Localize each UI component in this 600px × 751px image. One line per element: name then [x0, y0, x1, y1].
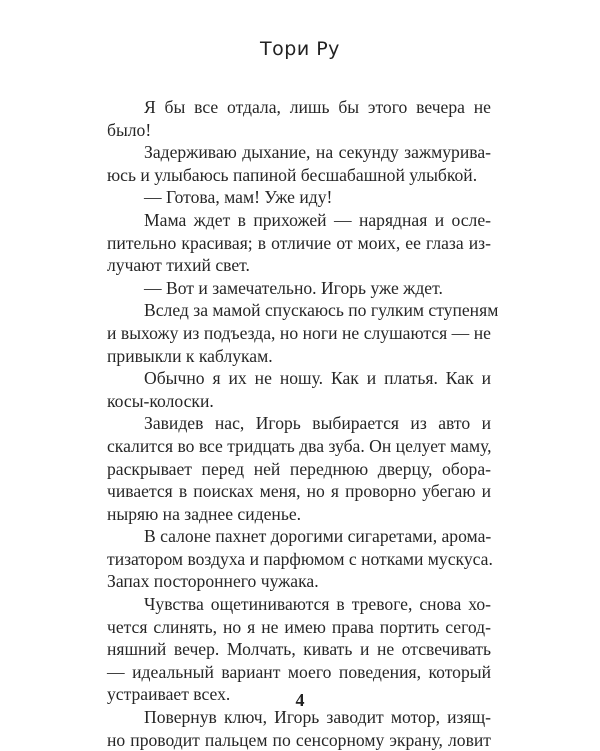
text-line: Вслед за мамой спускаюсь по гулким ступеням: [144, 300, 499, 321]
text-line: Запах постороннего чужака.: [107, 571, 319, 592]
text-line: Завидев нас, Игорь выбирается из авто и: [144, 413, 491, 434]
text-line: В салоне пахнет дорогими сигаретами, арома-: [144, 526, 492, 547]
text-line: косы-колоски.: [107, 390, 214, 411]
text-line: лучают тихий свет.: [107, 255, 250, 276]
text-line: — Готова, мам! Уже иду!: [144, 187, 333, 208]
text-line: Повернув ключ, Игорь заводит мотор, изящ-: [144, 707, 491, 728]
text-line: — Вот и замечательно. Игорь уже ждет.: [144, 277, 443, 298]
text-line: чется слинять, но я не имею права портить сегод-: [107, 616, 491, 637]
text-line: Я бы все отдала, лишь бы этого вечера не: [144, 97, 491, 117]
text-line: юсь и улыбаюсь папиной бесшабашной улыбкой.: [107, 164, 478, 185]
text-line: но проводит пальцем по сенсорному экрану, ловит: [107, 729, 491, 750]
text-line: было!: [107, 119, 152, 140]
page-number: 4: [295, 690, 305, 710]
text-line: Обычно я их не ношу. Как и платья. Как и: [144, 368, 491, 389]
text-line: няшний вечер. Молчать, кивать и не отсвечивать: [107, 639, 491, 660]
text-line: пительно красивая; в отличие от моих, ее глаза из-: [107, 232, 491, 253]
body-text: [107, 96, 499, 751]
text-line: устраивает всех.: [107, 684, 231, 705]
text-line: скалится во все тридцать два зуба. Он целует маму,: [107, 435, 492, 456]
text-line: привыкли к каблукам.: [107, 345, 273, 366]
text-line: ныряю на заднее сиденье.: [107, 503, 302, 524]
text-line: и выхожу из подъезда, но ноги не слушаются — не: [107, 322, 491, 343]
running-header: Тори Ру: [260, 38, 340, 60]
text-line: — идеальный вариант моего поведения, который: [107, 661, 491, 682]
text-line: раскрывает перед ней переднюю дверцу, обора-: [107, 458, 491, 479]
text-line: Чувства ощетиниваются в тревоге, снова хо-: [144, 594, 491, 615]
text-line: Мама ждет в прихожей — нарядная и осле-: [144, 209, 491, 230]
text-line: Задерживаю дыхание, на секунду зажмурива-: [144, 142, 491, 163]
text-line: чивается в поисках меня, но я проворно убегаю и: [107, 481, 491, 502]
text-line: тизатором воздуха и парфюмом с нотками мускуса.: [107, 548, 493, 569]
